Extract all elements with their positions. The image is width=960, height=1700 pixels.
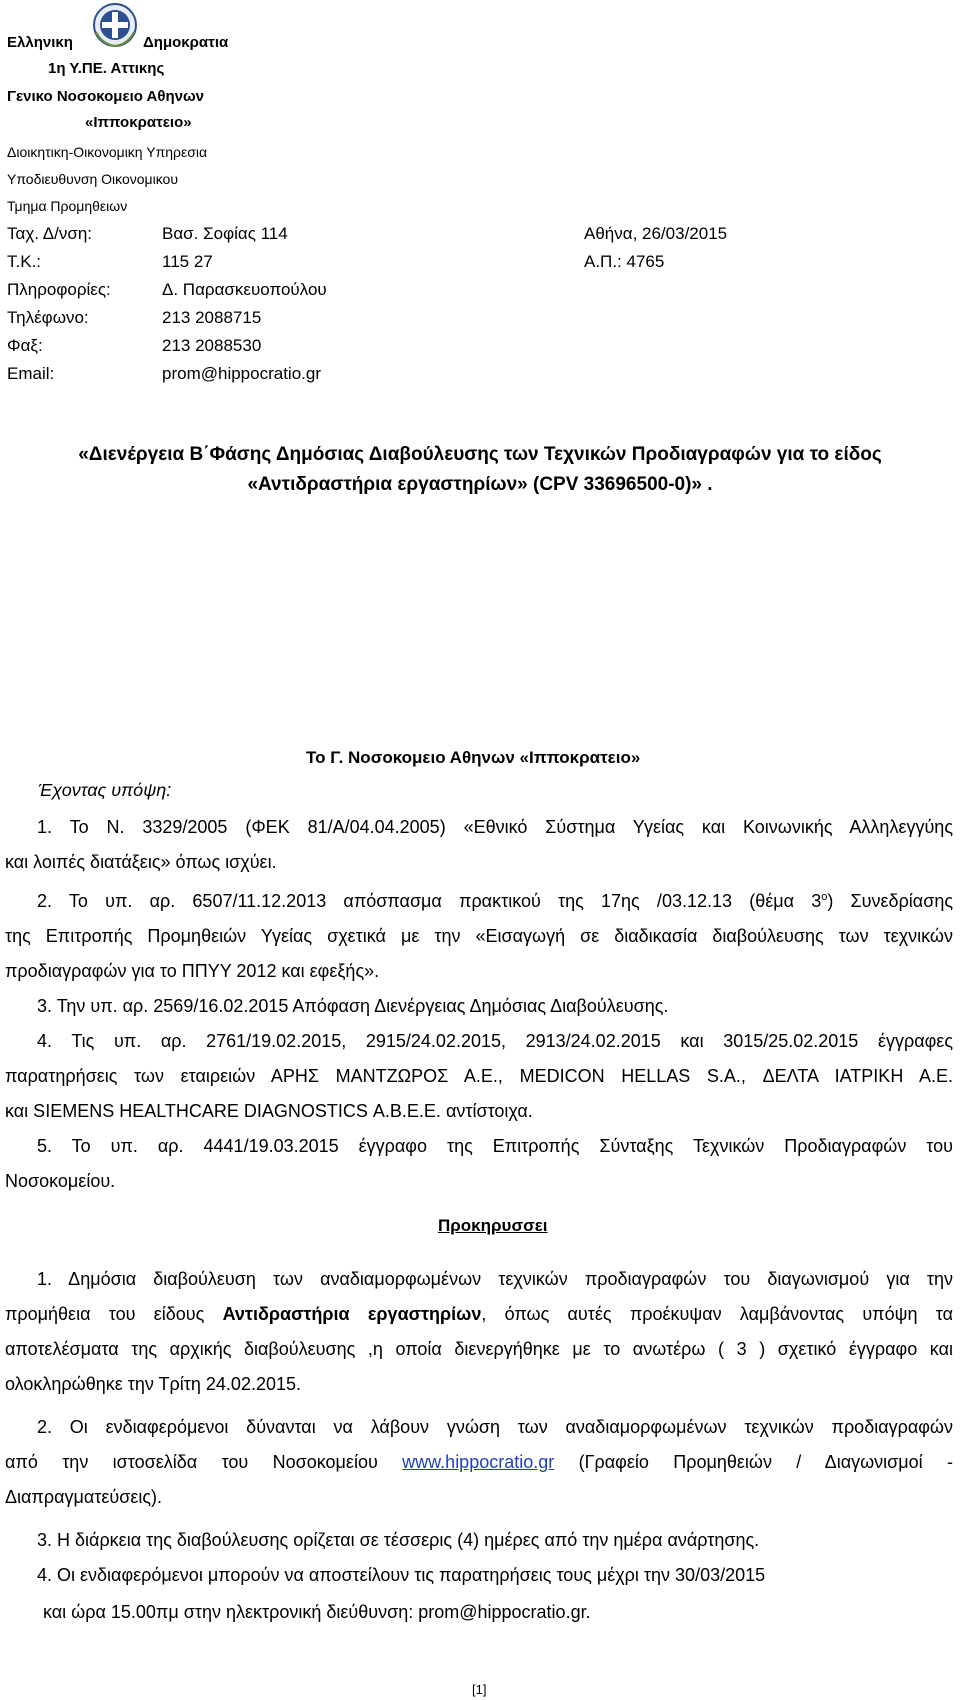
info-label: Πληροφορίες: — [7, 280, 111, 299]
protocol-number: Α.Π.: 4765 — [584, 252, 665, 271]
point-1-line-4: ολοκληρώθηκε την Τρίτη 24.02.2015. — [5, 1374, 301, 1394]
point-2-line-1: 2. Οι ενδιαφερόμενοι δύνανται να λάβουν γνώση των αναδιαμορφωμένων τεχνικών προδιαγραφών — [37, 1417, 953, 1437]
department: Τμημα Προμηθειων — [7, 198, 128, 214]
point-1-line-2 — [5, 1297, 953, 1332]
point-2-text-a: από την ιστοσελίδα του Νοσοκομείου — [5, 1452, 403, 1472]
point-1-item-name: Αντιδραστήρια εργαστηρίων — [222, 1304, 482, 1324]
page-number: [1] — [472, 1682, 487, 1697]
phone-label: Τηλέφωνο: — [7, 308, 89, 327]
point-1-line-1: 1. Δημόσια διαβούλευση των αναδιαμορφωμένων τεχνικών προδιαγραφών του διαγωνισμού για την — [37, 1269, 953, 1289]
consideration-2-superscript: ο — [821, 891, 828, 903]
document-subject — [60, 440, 900, 500]
consideration-3: 3. Την υπ. αρ. 2569/16.02.2015 Απόφαση Διενέργειας Δημόσιας Διαβούλευσης. — [37, 996, 669, 1016]
proclamation-list — [5, 1262, 953, 1630]
consideration-2-line-2: της Επιτροπής Προμηθειών Υγείας σχετικά με την «Εισαγωγή σε διαδικασία διαβούλευσης των τεχνικών — [5, 926, 953, 946]
point-3: 3. Η διάρκεια της διαβούλευσης ορίζεται σε τέσσερις (4) ημέρες από την ημέρα ανάρτησης. — [37, 1530, 760, 1550]
consideration-5-line-1: 5. Το υπ. αρ. 4441/19.03.2015 έγγραφο της Επιτροπής Σύνταξης Τεχνικών Προδιαγραφών του — [37, 1136, 953, 1156]
point-1-line-3: αποτελέσματα της αρχικής διαβούλευσης ,η οποία διενεργήθηκε με το ανωτέρω ( 3 ) σχετικό έγγραφο και — [5, 1339, 953, 1359]
greek-emblem-icon — [92, 2, 138, 48]
consideration-1-line-2: και λοιπές διατάξεις» όπως ισχύει. — [5, 852, 277, 872]
point-1-text-a: προμήθεια του είδους — [5, 1304, 223, 1324]
consideration-2-text-a: 2. Το υπ. αρ. 6507/11.12.2013 απόσπασμα πρακτικού της 17ης /03.12.13 (θέμα 3 — [37, 891, 822, 911]
consideration-2-text-b: ) Συνεδρίασης — [827, 891, 954, 911]
point-4-line-2: και ώρα 15.00πμ στην ηλεκτρονική διεύθυνση: prom@hippocratio.gr. — [43, 1602, 591, 1622]
consideration-2-line-1 — [5, 880, 953, 919]
republic-right: Δημοκρατια — [143, 34, 229, 51]
republic-left: Ελληνικη — [7, 34, 73, 51]
point-2-line-2 — [5, 1445, 953, 1480]
email-label: Email: — [7, 364, 55, 383]
subdirectorate: Υποδιευθυνση Οικονομικου — [7, 171, 178, 187]
point-2-text-b: (Γραφείο Προμηθειών / Διαγωνισμοί - — [554, 1452, 953, 1472]
region-title: 1η Υ.ΠΕ. Αττικης — [48, 60, 165, 77]
fax-label: Φαξ: — [7, 336, 43, 355]
consideration-5-line-2: Νοσοκομείου. — [5, 1171, 116, 1191]
point-1-text-c: , όπως αυτές προέκυψαν λαμβάνοντας υπόψη τα — [481, 1304, 953, 1324]
considerations-list — [5, 810, 953, 1199]
place-date: Αθήνα, 26/03/2015 — [584, 224, 728, 243]
phone-value: 213 2088715 — [162, 308, 262, 327]
consideration-4-line-3: και SIEMENS HEALTHCARE DIAGNOSTICS Α.Β.Ε.Ε. αντίστοιχα. — [5, 1101, 533, 1121]
issuer-heading: Το Γ. Νοσοκομειο Αθηνων «Ιπποκρατειο» — [306, 748, 641, 767]
email-value: prom@hippocratio.gr — [162, 364, 321, 383]
fax-value: 213 2088530 — [162, 336, 262, 355]
proclaims-heading: Προκηρυσσει — [438, 1216, 548, 1235]
directorate: Διοικητικη-Οικονομικη Υπηρεσια — [7, 144, 208, 160]
address-value: Βασ. Σοφίας 114 — [162, 224, 288, 243]
subject-line-1: «Διενέργεια Β΄Φάσης Δημόσιας Διαβούλευσης των Τεχνικών Προδιαγραφών για το είδος — [78, 444, 882, 465]
subject-line-2: «Αντιδραστήρια εργαστηρίων» (CPV 33696500-0)» . — [247, 474, 713, 495]
address-label: Ταχ. Δ/νση: — [7, 224, 93, 243]
consideration-4-line-1: 4. Τις υπ. αρ. 2761/19.02.2015, 2915/24.02.2015, 2913/24.02.2015 και 3015/25.02.2015 έγγραφες — [37, 1031, 953, 1051]
hospital-subtitle: «Ιπποκρατειο» — [85, 114, 192, 131]
considering-heading: Έχοντας υπόψη: — [38, 780, 172, 800]
hospital-title: Γενικο Νοσοκομειο Αθηνων — [7, 88, 204, 105]
consideration-4-line-2: παρατηρήσεις των εταιρειών ΑΡΗΣ ΜΑΝΤΖΩΡΟΣ Α.Ε., MEDICON HELLAS S.A., ΔΕΛΤΑ ΙΑΤΡΙΚΗ Α.Ε. — [5, 1066, 953, 1086]
consideration-1-line-1: 1. Το Ν. 3329/2005 (ΦΕΚ 81/Α/04.04.2005) «Εθνικό Σύστημα Υγείας και Κοινωνικής Αλληλεγγύης — [37, 817, 953, 837]
hospital-website-link[interactable]: www.hippocratio.gr — [402, 1452, 555, 1472]
postal-value: 115 27 — [162, 252, 213, 271]
postal-label: Τ.Κ.: — [7, 252, 42, 271]
consideration-2-line-3: προδιαγραφών για το ΠΠΥΥ 2012 και εφεξής». — [5, 961, 380, 981]
point-4-line-1: 4. Οι ενδιαφερόμενοι μπορούν να αποστείλουν τις παρατηρήσεις τους μέχρι την 30/03/2015 — [37, 1565, 766, 1585]
info-value: Δ. Παρασκευοπούλου — [162, 280, 327, 299]
point-2-line-3: Διαπραγματεύσεις). — [5, 1487, 163, 1507]
